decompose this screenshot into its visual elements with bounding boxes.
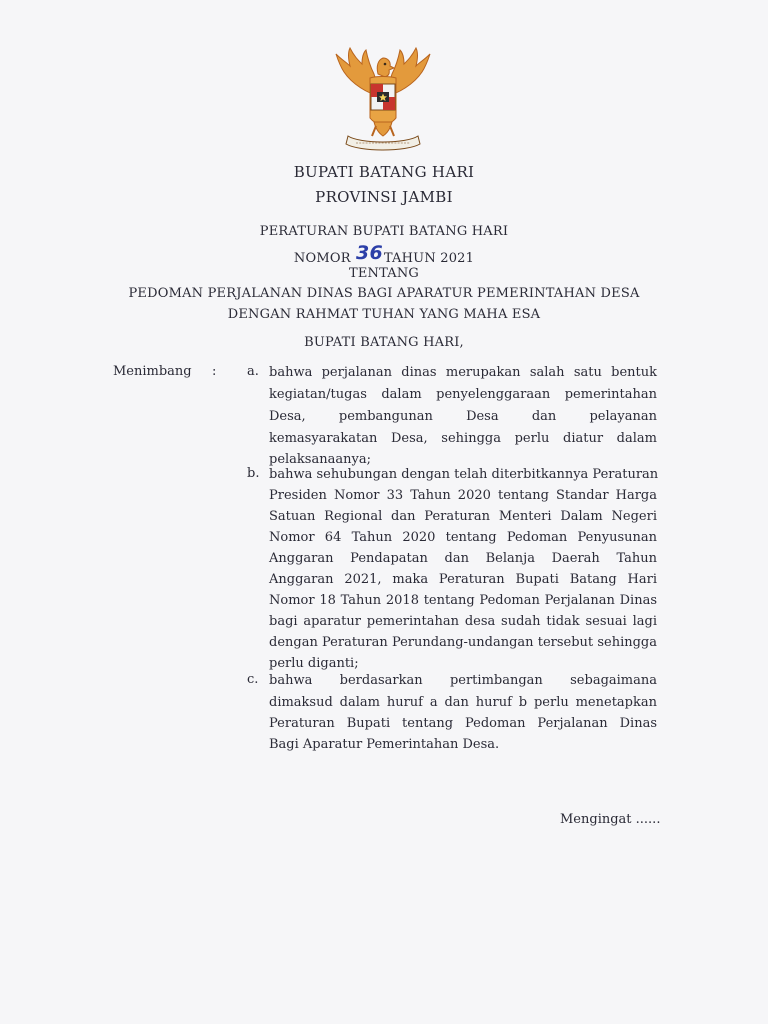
menimbang-label: Menimbang bbox=[113, 364, 192, 379]
province-title: PROVINSI JAMBI bbox=[315, 188, 453, 206]
item-a-line: pelaksanaanya; bbox=[269, 452, 371, 467]
item-c-line: bahwa berdasarkan pertimbangan sebagaimana bbox=[269, 673, 657, 688]
item-marker-c: c. bbox=[247, 672, 259, 687]
item-marker-b: b. bbox=[247, 466, 260, 481]
item-c-line: Peraturan Bupati tentang Pedoman Perjalanan Dinas bbox=[269, 716, 657, 731]
year-label: TAHUN 2021 bbox=[383, 251, 475, 266]
continuation-marker: Mengingat ...... bbox=[560, 812, 661, 827]
item-b-line: Anggaran Pendapatan dan Belanja Daerah Tahun bbox=[269, 551, 657, 566]
item-c-line: dimaksud dalam huruf a dan huruf b perlu menetapkan bbox=[269, 695, 657, 710]
item-b-line: bahwa sehubungan dengan telah diterbitkannya Peraturan bbox=[269, 467, 659, 482]
item-a-line: kemasyarakatan Desa, sehingga perlu diatur dalam bbox=[269, 431, 657, 446]
item-b-line: Nomor 64 Tahun 2020 tentang Pedoman Penyusunan bbox=[269, 530, 657, 545]
item-b-line: Anggaran 2021, maka Peraturan Bupati Batang Hari bbox=[269, 572, 657, 587]
item-b-line: Presiden Nomor 33 Tahun 2020 tentang Standar Harga bbox=[269, 488, 657, 503]
item-b-line: bagi aparatur pemerintahan desa sudah tidak sesuai lagi bbox=[269, 614, 657, 629]
item-c-line: Bagi Aparatur Pemerintahan Desa. bbox=[269, 737, 500, 752]
item-b-line: Satuan Regional dan Peraturan Menteri Dalam Negeri bbox=[269, 509, 657, 524]
item-a-line: Desa, pembangunan Desa dan pelayanan bbox=[269, 409, 657, 424]
handwritten-number: 36 bbox=[356, 242, 383, 264]
tentang-label: TENTANG bbox=[348, 266, 420, 281]
regulation-subject: PEDOMAN PERJALANAN DINAS BAGI APARATUR PEMERINTAHAN DESA bbox=[128, 286, 640, 301]
garuda-emblem bbox=[330, 44, 436, 154]
regulation-title: PERATURAN BUPATI BATANG HARI bbox=[259, 224, 509, 239]
regulation-number-line bbox=[0, 242, 768, 267]
item-b-line: dengan Peraturan Perundang-undangan tersebut sehingga bbox=[269, 635, 657, 650]
nomor-label: NOMOR bbox=[293, 251, 351, 266]
menimbang-colon: : bbox=[212, 364, 217, 379]
regent-title: BUPATI BATANG HARI bbox=[293, 163, 475, 181]
item-marker-a: a. bbox=[247, 364, 259, 379]
item-b-line: Nomor 18 Tahun 2018 tentang Pedoman Perjalanan Dinas bbox=[269, 593, 657, 608]
issuer-line: BUPATI BATANG HARI, bbox=[304, 335, 464, 350]
grace-statement: DENGAN RAHMAT TUHAN YANG MAHA ESA bbox=[227, 307, 541, 322]
item-a-line: kegiatan/tugas dalam penyelenggaraan pemerintahan bbox=[269, 387, 657, 402]
item-a-line: bahwa perjalanan dinas merupakan salah satu bentuk bbox=[269, 365, 657, 380]
item-b-line: perlu diganti; bbox=[269, 656, 359, 671]
